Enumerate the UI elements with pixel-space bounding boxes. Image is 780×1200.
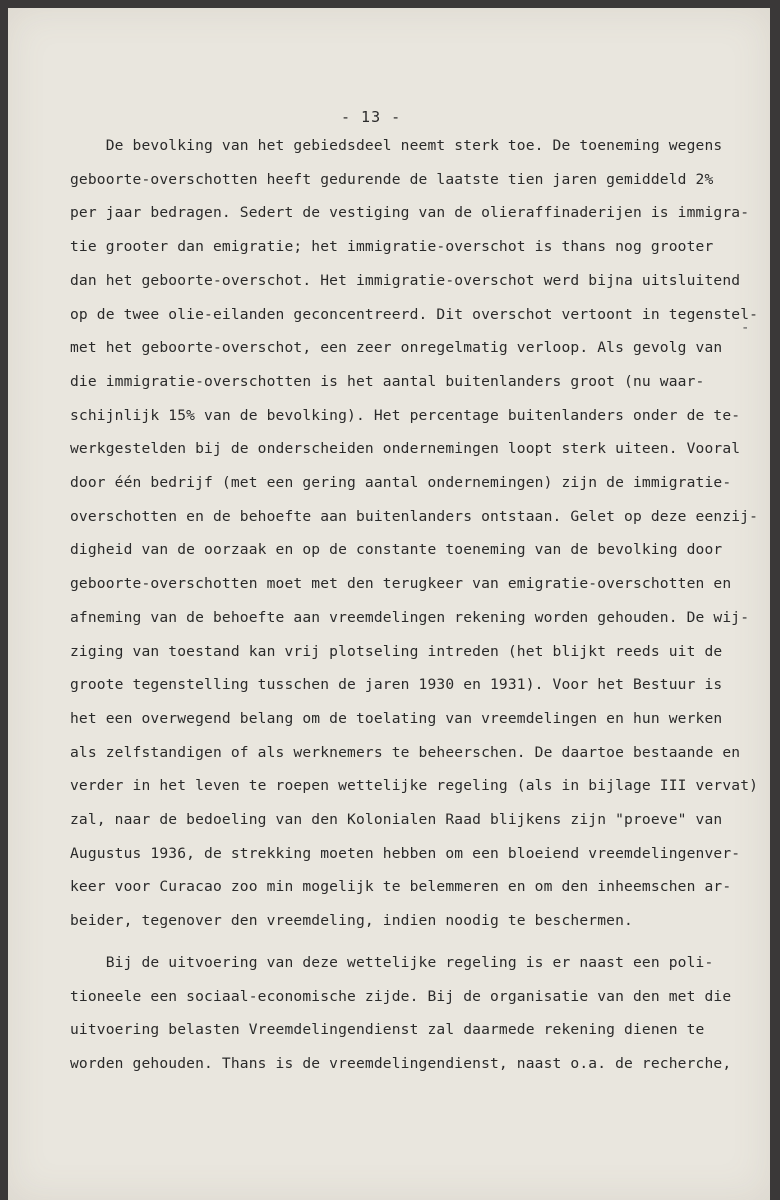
text-line: uitvoering belasten Vreemdelingendienst zal daarmede rekening dienen te bbox=[70, 1021, 705, 1039]
text-line: geboorte-overschotten heeft gedurende de laatste tien jaren gemiddeld 2% bbox=[70, 170, 714, 188]
page-number: - 13 - bbox=[341, 108, 402, 126]
text-line: worden gehouden. Thans is de vreemdelingendienst, naast o.a. de recherche, bbox=[70, 1054, 732, 1072]
text-line: ziging van toestand kan vrij plotseling intreden (het blijkt reeds uit de bbox=[70, 642, 723, 660]
text-line: beider, tegenover den vreemdeling, indien noodig te beschermen. bbox=[70, 912, 633, 930]
text-line: werkgestelden bij de onderscheiden ondernemingen loopt sterk uiteen. Vooral bbox=[70, 440, 741, 458]
text-line: digheid van de oorzaak en op de constante toeneming van de bevolking door bbox=[70, 541, 723, 559]
text-line: verder in het leven te roepen wettelijke regeling (als in bijlage III vervat) bbox=[70, 777, 759, 795]
text-line: afneming van de behoefte aan vreemdelingen rekening worden gehouden. De wij- bbox=[70, 608, 750, 626]
text-line: met het geboorte-overschot, een zeer onregelmatig verloop. Als gevolg van bbox=[70, 339, 723, 357]
text-line: als zelfstandigen of als werknemers te beheerschen. De daartoe bestaande en bbox=[70, 743, 741, 761]
text-line: op de twee olie-eilanden geconcentreerd. Dit overschot vertoont in tegenstel- bbox=[70, 305, 759, 323]
text-line: groote tegenstelling tusschen de jaren 1930 en 1931). Voor het Bestuur is bbox=[70, 676, 723, 694]
text-line: dan het geboorte-overschot. Het immigratie-overschot werd bijna uitsluitend bbox=[70, 271, 741, 289]
text-line: overschotten en de behoefte aan buitenlanders ontstaan. Gelet op deze eenzij- bbox=[70, 507, 759, 525]
text-line: De bevolking van het gebiedsdeel neemt sterk toe. De toeneming wegens bbox=[70, 137, 723, 154]
document-page bbox=[8, 8, 770, 1200]
text-line: keer voor Curacao zoo min mogelijk te belemmeren en om den inheemschen ar- bbox=[70, 878, 732, 896]
text-line: tioneele een sociaal-economische zijde. Bij de organisatie van den met die bbox=[70, 987, 732, 1005]
text-line: per jaar bedragen. Sedert de vestiging van de olieraffinaderijen is immigra- bbox=[70, 204, 750, 222]
margin-mark: - bbox=[741, 320, 750, 336]
text-line: zal, naar de bedoeling van den Kolonialen Raad blijkens zijn "proeve" van bbox=[70, 811, 723, 828]
text-line: het een overwegend belang om de toelating van vreemdelingen en hun werken bbox=[70, 709, 723, 727]
text-line: geboorte-overschotten moet met den terugkeer van emigratie-overschotten en bbox=[70, 575, 732, 593]
text-line: die immigratie-overschotten is het aantal buitenlanders groot (nu waar- bbox=[70, 372, 705, 390]
text-line: Bij de uitvoering van deze wettelijke regeling is er naast een poli- bbox=[70, 953, 714, 971]
text-line: schijnlijk 15% van de bevolking). Het percentage buitenlanders onder de te- bbox=[70, 406, 741, 424]
text-line: tie grooter dan emigratie; het immigratie-overschot is thans nog grooter bbox=[70, 238, 714, 256]
text-line: door één bedrijf (met een gering aantal ondernemingen) zijn de immigratie- bbox=[70, 474, 732, 491]
text-line: Augustus 1936, de strekking moeten hebben om een bloeiend vreemdelingenver- bbox=[70, 844, 741, 862]
